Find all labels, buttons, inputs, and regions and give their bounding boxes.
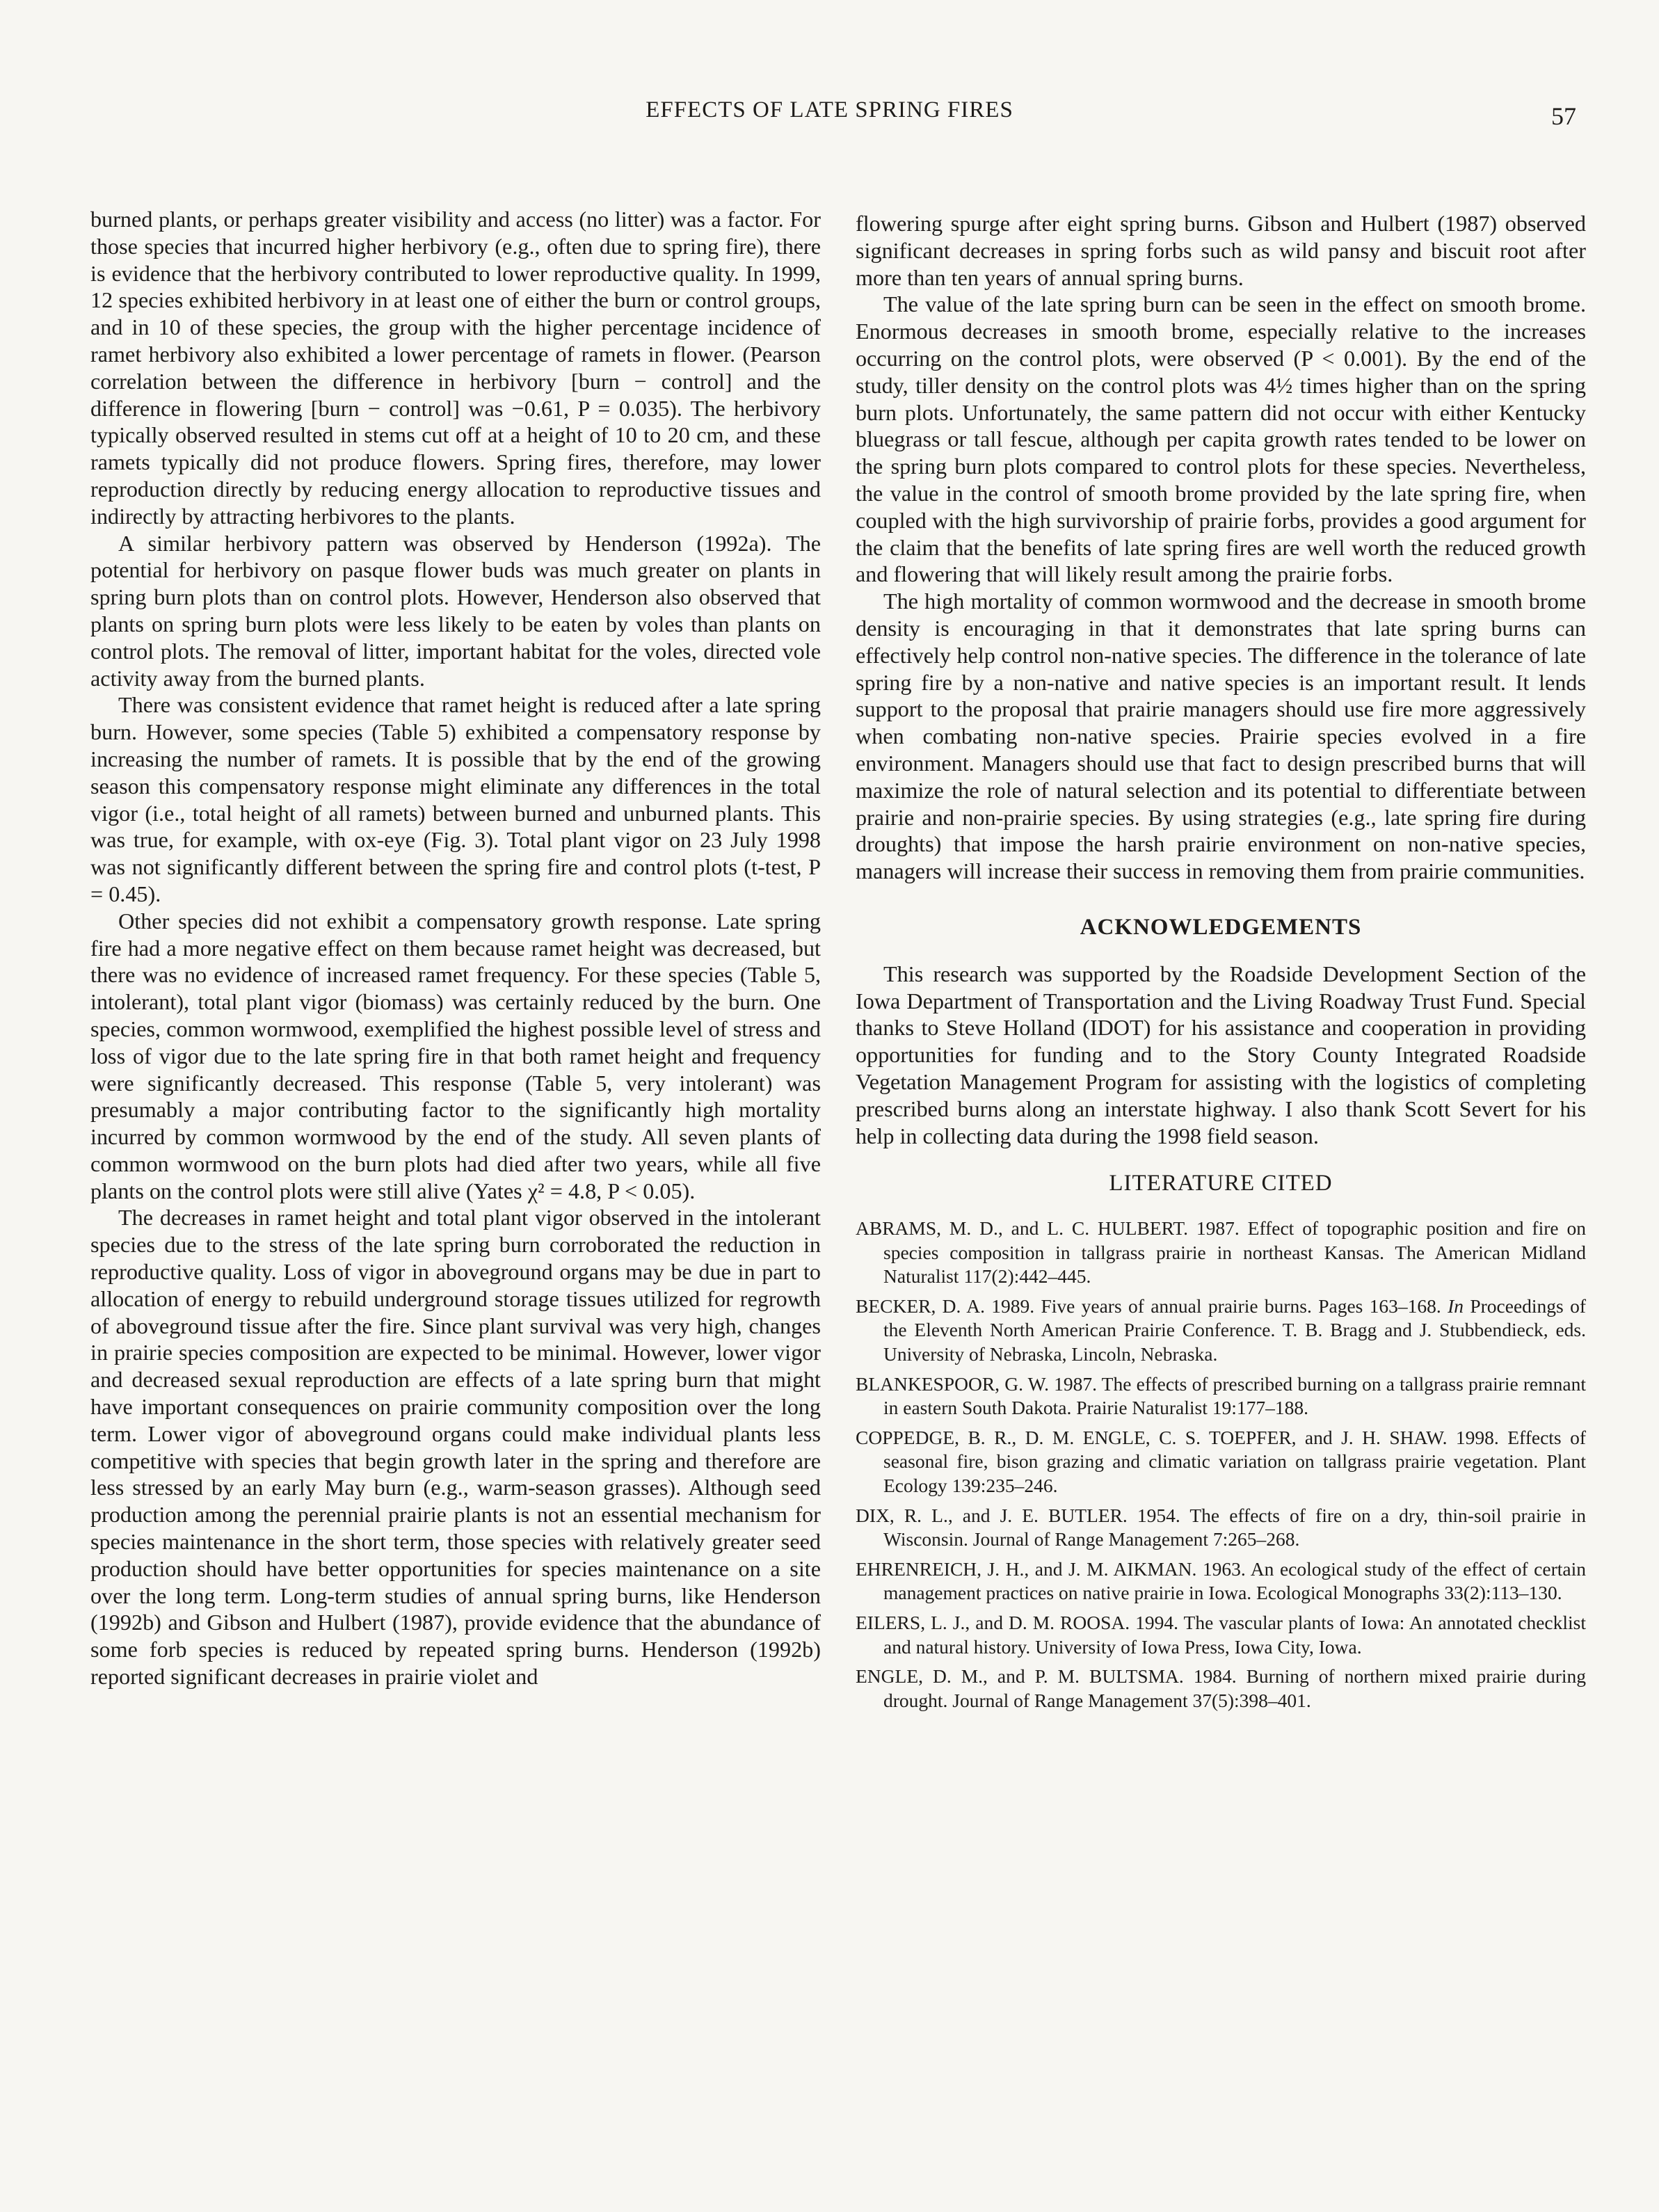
body-paragraph: Other species did not exhibit a compensatory growth response. Late spring fire had a more negative effect on them because ramet height was decreased, but there was no evidence of increased ramet frequency. For these species (Table 5, intolerant), total plant vigor (biomass) was certainly reduced by the burn. One species, common wormwood, exemplified the highest possible level of stress and loss of vigor due to the late spring fire in that both ramet height and frequency were significantly decreased. This response (Table 5, very intolerant) was presumably a major contributing factor to the significantly high mortality incurred by common wormwood by the end of the study. All seven plants of common wormwood on the burn plots had died after two years, while all five plants on the control plots were still alive (Yates χ² = 4.8, P < 0.05). xyxy=(90,908,821,1203)
left-column xyxy=(90,206,821,1690)
reference-item: ENGLE, D. M., and P. M. BULTSMA. 1984. Burning of northern mixed prairie during drought. Journal of Range Management 37(5):398–401. xyxy=(856,1665,1586,1711)
reference-item: EILERS, L. J., and D. M. ROOSA. 1994. The vascular plants of Iowa: An annotated checklist and natural history. University of Iowa Press, Iowa City, Iowa. xyxy=(856,1612,1586,1658)
body-paragraph: The value of the late spring burn can be seen in the effect on smooth brome. Enormous decreases in smooth brome, especially relative to the increases occurring on the control plots, were observed (P < 0.001). By the end of the study, tiller density on the control plots was 4½ times higher than on the spring burn plots. Unfortunately, the same pattern did not occur with either Kentucky bluegrass or tall fescue, although per capita growth rates tended to be lower on the spring burn plots compared to control plots for these species. Nevertheless, the value in the control of smooth brome provided by the late spring fire, when coupled with the high survivorship of prairie forbs, provides a good argument for the claim that the benefits of late spring fires are well worth the reduced growth and flowering that will likely result among the prairie forbs. xyxy=(856,291,1586,587)
body-paragraph: The decreases in ramet height and total plant vigor observed in the intolerant species due to the stress of the late spring burn corroborated the reduction in reproductive quality. Loss of vigor in aboveground organs may be due in part to allocation of energy to rebuild underground storage tissues utilized for regrowth of aboveground tissue after the fire. Since plant survival was very high, changes in prairie species composition are expected to be minimal. However, lower vigor and decreased sexual reproduction are effects of a late spring burn that might have important consequences on prairie community composition over the long term. Lower vigor of aboveground organs could make individual plants less competitive with species that begin growth later in the spring and therefore are less stressed by an early May burn (e.g., warm-season grasses). Although seed production among the perennial prairie plants is not an essential mechanism for species maintenance in the short term, those species with relatively greater seed production should have better opportunities for species maintenance on a site over the long term. Long-term studies of annual spring burns, like Henderson (1992b) and Gibson and Hulbert (1987), provide evidence that the abundance of some forb species is reduced by repeated spring burns. Henderson (1992b) reported significant decreases in prairie violet and xyxy=(90,1205,821,1690)
reference-item: EHRENREICH, J. H., and J. M. AIKMAN. 1963. An ecological study of the effect of certain management practices on native prairie in Iowa. Ecological Monographs 33(2):113–130. xyxy=(856,1557,1586,1604)
reference-item: DIX, R. L., and J. E. BUTLER. 1954. The effects of fire on a dry, thin-soil prairie in Wisconsin. Journal of Range Management 7:265–268. xyxy=(856,1504,1586,1550)
reference-list xyxy=(856,1217,1586,1713)
reference-item: BECKER, D. A. 1989. Five years of annual prairie burns. Pages 163–168. In Proceedings of the Eleventh North American Prairie Conference. T. B. Bragg and J. Stubbendieck, eds. University of Nebraska, Lincoln, Nebraska. xyxy=(856,1295,1586,1365)
running-header-title: EFFECTS OF LATE SPRING FIRES xyxy=(646,97,1013,122)
page-number: 57 xyxy=(1551,102,1576,130)
acknowledgements-heading: ACKNOWLEDGEMENTS xyxy=(1080,914,1362,940)
reference-item: COPPEDGE, B. R., D. M. ENGLE, C. S. TOEPFER, and J. H. SHAW. 1998. Effects of seasonal fire, bison grazing and climatic variation on tallgrass prairie vegetation. Plant Ecology 139:235–246. xyxy=(856,1426,1586,1497)
body-paragraph: There was consistent evidence that ramet height is reduced after a late spring burn. However, some species (Table 5) exhibited a compensatory response by increasing the number of ramets. It is possible that by the end of the growing season this compensatory response might eliminate any differences in the total vigor (i.e., total height of all ramets) between burned and unburned plants. This was true, for example, with ox-eye (Fig. 3). Total plant vigor on 23 July 1998 was not significantly different between the spring fire and control plots (t-test, P = 0.45). xyxy=(90,692,821,906)
body-paragraph: The high mortality of common wormwood and the decrease in smooth brome density is encouraging in that it demonstrates that late spring burns can effectively help control non-native species. The difference in the tolerance of late spring fire by a non-native and native species is an important result. It lends support to the proposal that prairie managers should use fire more aggressively when combating non-native species. Prairie species evolved in a fire environment. Managers should use that fact to design prescribed burns that will maximize the role of natural selection and its potential to differentiate between prairie and non-prairie species. By using strategies (e.g., late spring fire during droughts) that impose the harsh prairie environment on non-native species, managers will increase their success in removing them from prairie communities. xyxy=(856,588,1586,884)
body-paragraph: flowering spurge after eight spring burns. Gibson and Hulbert (1987) observed significant decreases in spring forbs such as wild pansy and biscuit root after more than ten years of annual spring burns. xyxy=(856,211,1586,290)
literature-cited-heading: LITERATURE CITED xyxy=(1109,1171,1333,1196)
acknowledgements-text: This research was supported by the Roadside Development Section of the Iowa Department of Transportation and the Living Roadway Trust Fund. Special thanks to Steve Holland (IDOT) for his assistance and cooperation in providing opportunities for funding and to the Story County Integrated Roadside Vegetation Management Program for assisting with the logistics of completing prescribed burns along an interstate highway. I also thank Scott Severt for his help in collecting data during the 1998 field season. xyxy=(856,961,1586,1148)
body-paragraph: A similar herbivory pattern was observed by Henderson (1992a). The potential for herbivory on pasque flower buds was much greater on plants in spring burn plots than on control plots. However, Henderson also observed that plants on spring burn plots were less likely to be eaten by voles than plants on control plots. The removal of litter, important habitat for the voles, directed vole activity away from the burned plants. xyxy=(90,530,821,691)
body-paragraph: burned plants, or perhaps greater visibility and access (no litter) was a factor. For those species that incurred higher herbivory (e.g., often due to spring fire), there is evidence that the herbivory contributed to lower reproductive quality. In 1999, 12 species exhibited herbivory in at least one of either the burn or control groups, and in 10 of these species, the group with the higher percentage incidence of ramet herbivory also exhibited a lower percentage of ramets in flower. (Pearson correlation between the difference in herbivory [burn − control] and the difference in flowering [burn − control] was −0.61, P = 0.035). The herbivory typically observed resulted in stems cut off at a height of 10 to 20 cm, and these ramets typically did not produce flowers. Spring fires, therefore, may lower reproduction directly by reducing energy allocation to reproductive tissues and indirectly by attracting herbivores to the plants. xyxy=(90,207,821,529)
reference-item: BLANKESPOOR, G. W. 1987. The effects of prescribed burning on a tallgrass prairie remnant in eastern South Dakota. Prairie Naturalist 19:177–188. xyxy=(856,1372,1586,1419)
right-column xyxy=(856,210,1586,1718)
reference-item: ABRAMS, M. D., and L. C. HULBERT. 1987. Effect of topographic position and fire on species composition in tallgrass prairie in northeast Kansas. The American Midland Naturalist 117(2):442–445. xyxy=(856,1217,1586,1288)
